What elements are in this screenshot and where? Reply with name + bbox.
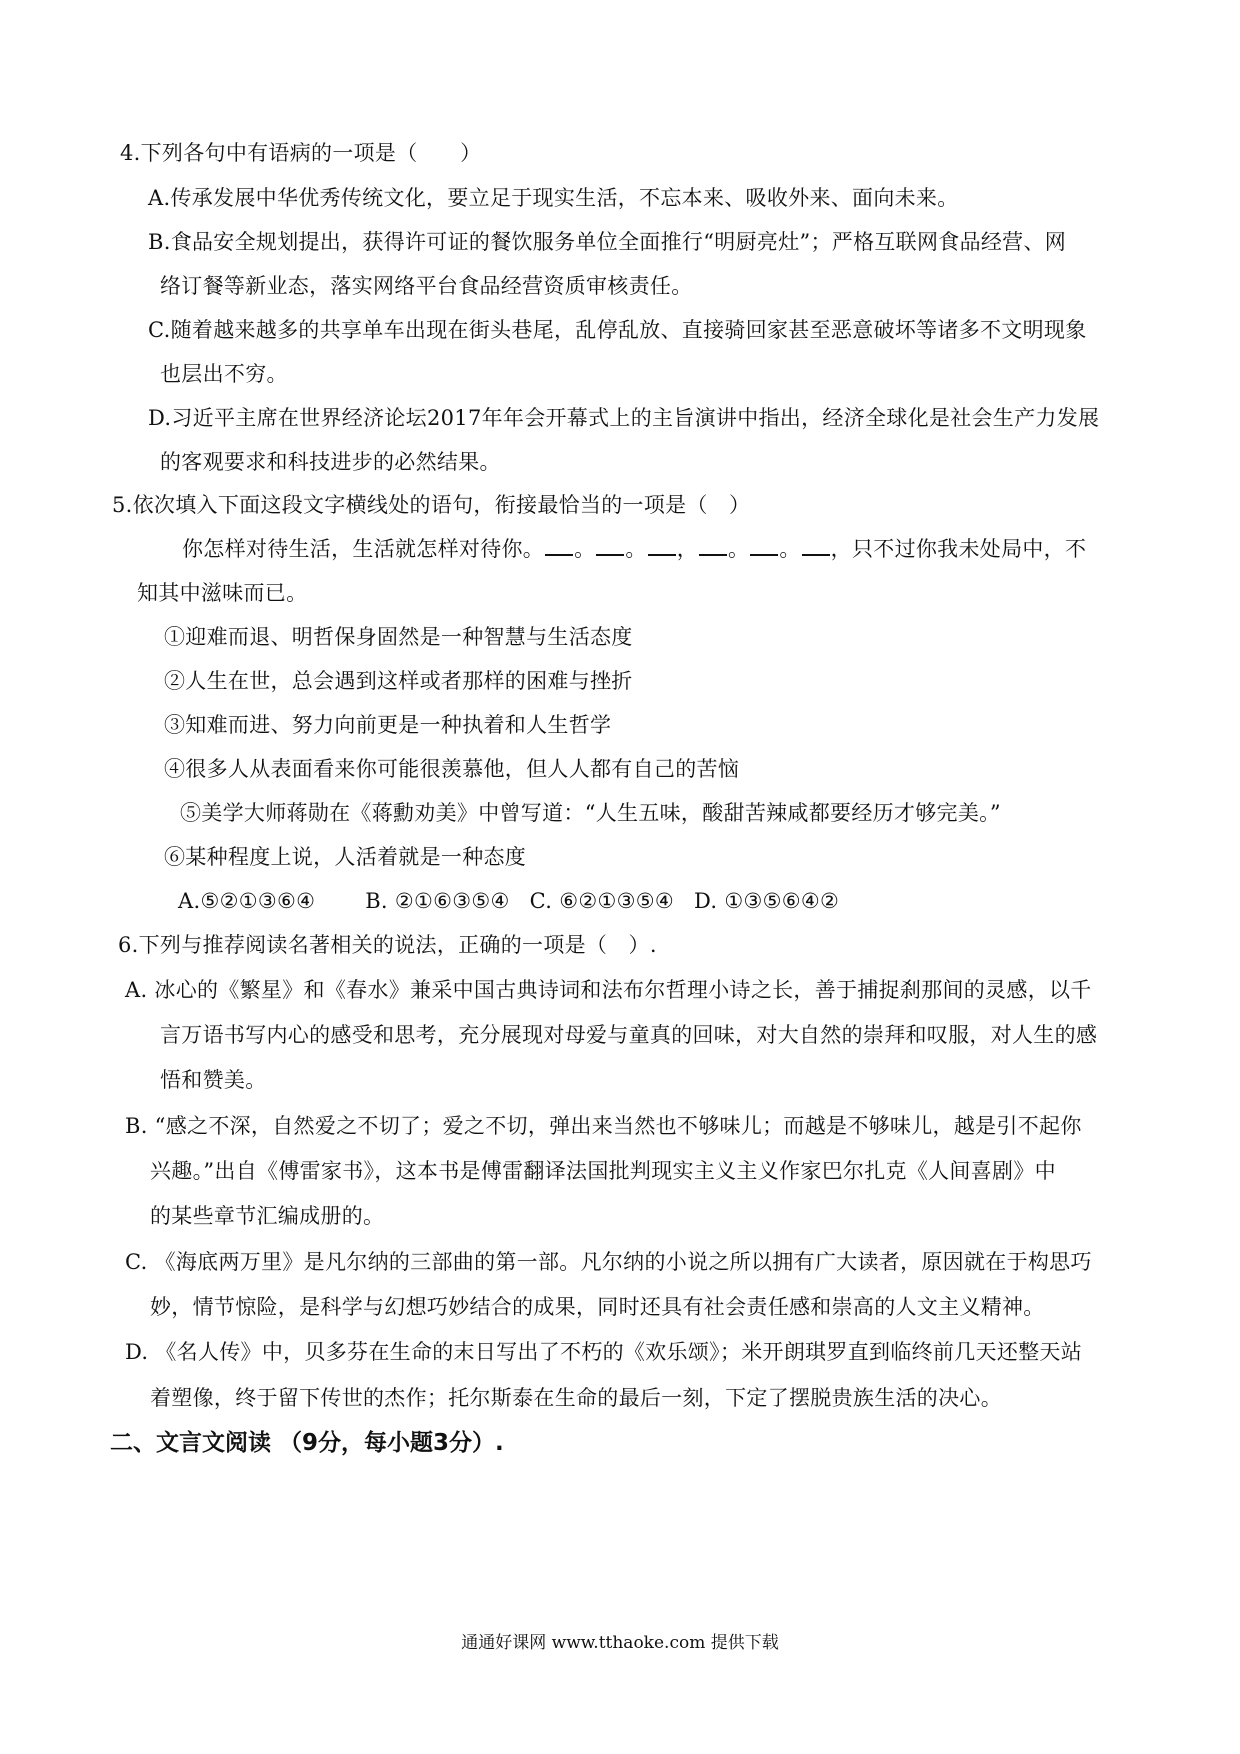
q5-item-1: ①迎难而退、明哲保身固然是一种智慧与生活态度 [164,625,633,649]
q5-passage-start: 你怎样对待生活，生活就怎样对待你。 [182,537,545,561]
q6-stem: 6.下列与推荐阅读名著相关的说法，正确的一项是（ ）. [118,933,657,957]
q6-option-d-line2: 着塑像，终于留下传世的杰作；托尔斯泰在生命的最后一刻，下定了摆脱贵族生活的决心。 [150,1386,1002,1410]
q4-option-d-line1: D.习近平主席在世界经济论坛2017年年会开幕式上的主旨演讲中指出，经济全球化是社会生产力发展 [148,406,1100,430]
q4-option-b-line1: B.食品安全规划提出，获得许可证的餐饮服务单位全面推行“明厨亮灶”；严格互联网食品经营、网 [148,230,1067,254]
answer-blank [545,536,573,556]
q5-passage-line1 [182,534,1086,564]
q6-option-a-line1: A. 冰心的《繁星》和《春水》兼采中国古典诗词和法布尔哲理小诗之长，善于捕捉刹那间的灵感，以千 [125,978,1092,1002]
q5-item-2: ②人生在世，总会遇到这样或者那样的困难与挫折 [164,669,633,693]
q4-option-d-line2: 的客观要求和科技进步的必然结果。 [160,450,501,474]
q5-punct: 。 [625,537,647,561]
q6-option-d-line1: D. 《名人传》中，贝多芬在生命的末日写出了不朽的《欢乐颂》；米开朗琪罗直到临终前几天还整天站 [125,1340,1083,1364]
q5-option-d: D. ①③⑤⑥④② [693,889,840,913]
answer-blank [699,536,727,556]
q4-stem: 4.下列各句中有语病的一项是（ ） [120,141,482,165]
q4-option-b-line2: 络订餐等新业态，落实网络平台食品经营资质审核责任。 [160,274,693,298]
q5-punct: 。 [728,537,750,561]
q6-option-c-line1: C. 《海底两万里》是凡尔纳的三部曲的第一部。凡尔纳的小说之所以拥有广大读者，原因就在于构思巧 [125,1250,1092,1274]
q5-punct: 。 [574,537,596,561]
q5-options [178,886,839,916]
answer-blank [750,536,778,556]
q5-option-c: C. ⑥②①③⑤④ [529,889,674,913]
q5-option-a: A.⑤②①③⑥④ [178,889,316,913]
q5-item-6: ⑥某种程度上说，人活着就是一种态度 [164,845,527,869]
q4-option-a: A.传承发展中华优秀传统文化，要立足于现实生活，不忘本来、吸收外来、面向未来。 [148,186,959,210]
q5-punct: ， [676,537,699,561]
q6-option-b-line3: 的某些章节汇编成册的。 [150,1204,385,1228]
q5-stem: 5.依次填入下面这段文字横线处的语句，衔接最恰当的一项是（ ） [112,493,751,517]
answer-blank [802,536,830,556]
q5-item-5: ⑤美学大师蒋勋在《蒋勳劝美》中曾写道：“人生五味，酸甜苦辣咸都要经历才够完美。” [180,801,1001,825]
q4-option-c-line1: C.随着越来越多的共享单车出现在街头巷尾，乱停乱放、直接骑回家甚至恶意破坏等诸多不文明现象 [148,318,1087,342]
page-footer: 通通好课网 www.tthaoke.com 提供下载 [461,1633,779,1653]
q6-option-a-line3: 悟和赞美。 [160,1068,267,1092]
answer-blank [648,536,676,556]
q6-option-a-line2: 言万语书写内心的感受和思考，充分展现对母爱与童真的回味，对大自然的崇拜和叹服，对人生的感 [160,1023,1098,1047]
q4-option-c-line2: 也层出不穷。 [160,362,288,386]
q6-option-c-line2: 妙，情节惊险，是科学与幻想巧妙结合的成果，同时还具有社会责任感和崇高的人文主义精神。 [150,1295,1045,1319]
q5-punct: 。 [779,537,801,561]
answer-blank [596,536,624,556]
q5-passage-end: ，只不过你我未处局中，不 [830,537,1087,561]
q5-item-4: ④很多人从表面看来你可能很羡慕他，但人人都有自己的苦恼 [164,757,740,781]
q6-option-b-line2: 兴趣。”出自《傅雷家书》，这本书是傅雷翻译法国批判现实主义主义作家巴尔扎克《人间喜剧》中 [150,1159,1056,1183]
q6-option-b-line1: B. “感之不深，自然爱之不切了；爱之不切，弹出来当然也不够味儿；而越是不够味儿，越是引不起你 [125,1114,1082,1138]
section-heading-classical-chinese: 二、文言文阅读 （9分，每小题3分）. [110,1430,504,1456]
q5-passage-line2: 知其中滋味而已。 [137,581,308,605]
q5-item-3: ③知难而进、努力向前更是一种执着和人生哲学 [164,713,612,737]
q5-option-b: B. ②①⑥③⑤④ [365,889,510,913]
